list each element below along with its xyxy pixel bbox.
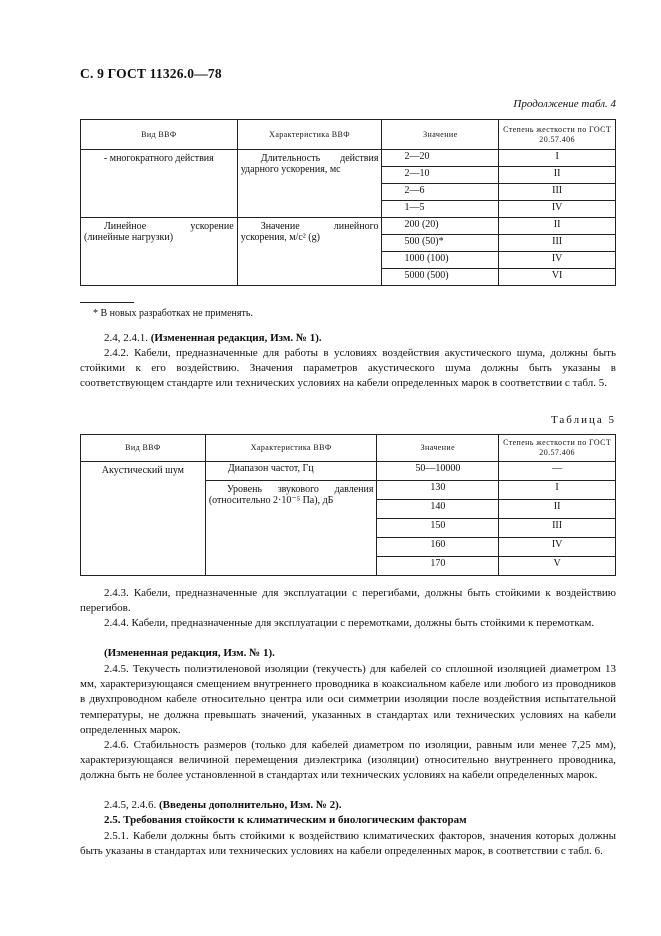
t5-header-kind: Вид ВВФ <box>81 435 206 462</box>
table-continuation-label: Продолжение табл. 4 <box>513 98 616 110</box>
t4-header-char: Характеристика ВВФ <box>237 120 382 150</box>
t4-g1-kind: - многократного действия <box>81 150 238 218</box>
paragraph-2-4-5: 2.4.5. Текучесть полиэтиленовой изоляции (текучесть) для кабелей со сплошной изоляцией диаметром 13 мм, характеризующаяся смещением внутреннего проводника в коаксиальном кабеле или любого из проводников в двухпроводном кабеле относительно центра или оси симметрии изоляции после воздействия испытательной температуры, не должна превышать значений, указанных в стандартах или технических условиях на кабели определенных марок. <box>80 663 616 736</box>
t5-cell: 130 <box>377 481 499 500</box>
p2456-note: (Введены дополнительно, Изм. № 2). <box>159 799 342 811</box>
paragraph-2-4-4-note: (Измененная редакция, Изм. № 1). <box>104 647 275 659</box>
t4-g2-kind: Линейное ускорение (линейные нагрузки) <box>81 218 238 286</box>
t4-cell: 5000 (500) <box>382 269 499 286</box>
t5-cell: 150 <box>377 519 499 538</box>
t4-cell: VI <box>499 269 616 286</box>
t4-cell: IV <box>499 201 616 218</box>
t5-cell: IV <box>499 538 616 557</box>
t5-cell: 140 <box>377 500 499 519</box>
t4-cell: III <box>499 235 616 252</box>
table-5 <box>80 434 616 576</box>
t4-cell: 2—20 <box>382 150 499 167</box>
t4-cell: 200 (20) <box>382 218 499 235</box>
t5-cell: V <box>499 557 616 576</box>
p241-number: 2.4, 2.4.1. <box>104 332 148 344</box>
table-5-caption: Таблица 5 <box>550 414 616 426</box>
t5-char1: Диапазон частот, Гц <box>205 462 377 481</box>
section-2-5-heading: 2.5. Требования стойкости к климатическим и биологическим факторам <box>104 814 467 826</box>
t4-cell: 1—5 <box>382 201 499 218</box>
t4-cell: 2—6 <box>382 184 499 201</box>
t5-cell: 170 <box>377 557 499 576</box>
t5-header-degree: Степень жесткости по ГОСТ 20.57.406 <box>499 435 616 462</box>
t4-cell: I <box>499 150 616 167</box>
paragraph-2-5-1: 2.5.1. Кабели должны быть стойкими к воздействию климатических факторов, значения которых должны быть указаны в стандартах или технических условиях на кабели определенных марок, в соответствии с табл. 6. <box>80 830 616 858</box>
t4-g2-char: Значение линейного ускорения, м/с² (g) <box>237 218 382 286</box>
t5-char2: Уровень звукового давления (относительно 2·10⁻⁵ Па), дБ <box>205 481 377 576</box>
t5-cell: II <box>499 500 616 519</box>
t4-cell: II <box>499 218 616 235</box>
paragraph-2-4-2: 2.4.2. Кабели, предназначенные для работы в условиях воздействия акустического шума, должны быть стойкими к его воздействию. Значения параметров акустического шума должны быть указаны в соответствующем стандарте или технических условиях на кабели определенных марок в соответствии с табл. 5. <box>80 347 616 390</box>
paragraph-2-4-6: 2.4.6. Стабильность размеров (только для кабелей диаметром по изоляции, равным или менее 7,25 мм), характеризующаяся величиной перемещения диэлектрика (изоляции) относительно внутреннего проводника, должна быть не более установленной в стандартах или технических условиях на кабели определенных марок. <box>80 739 616 782</box>
t4-g1-char: Длительность действия ударного ускорения, мс <box>237 150 382 218</box>
t5-cell: III <box>499 519 616 538</box>
t4-cell: 1000 (100) <box>382 252 499 269</box>
p241-note: (Измененная редакция, Изм. № 1). <box>150 332 322 344</box>
paragraph-2-4-4: 2.4.4. Кабели, предназначенные для эксплуатации с перемотками, должны быть стойкими к перемоткам. <box>104 617 595 629</box>
t5-cell: I <box>499 481 616 500</box>
table-4 <box>80 119 616 286</box>
t4-cell: III <box>499 184 616 201</box>
footnote: * В новых разработках не применять. <box>93 308 253 319</box>
t4-header-value: Значение <box>382 120 499 150</box>
t5-kind: Акустический шум <box>81 462 206 576</box>
t5-cell: 50—10000 <box>377 462 499 481</box>
p2456-number: 2.4.5, 2.4.6. <box>104 799 157 811</box>
paragraph-2-4-1 <box>80 331 616 346</box>
t5-cell: — <box>499 462 616 481</box>
t5-header-value: Значение <box>377 435 499 462</box>
page-header: С. 9 ГОСТ 11326.0—78 <box>80 66 222 81</box>
t4-cell: IV <box>499 252 616 269</box>
t4-header-kind: Вид ВВФ <box>81 120 238 150</box>
t4-cell: II <box>499 167 616 184</box>
t5-header-char: Характеристика ВВФ <box>205 435 377 462</box>
footnote-rule <box>80 302 134 303</box>
t5-cell: 160 <box>377 538 499 557</box>
t4-cell: 500 (50)* <box>382 235 499 252</box>
paragraph-2-4-3: 2.4.3. Кабели, предназначенные для эксплуатации с перегибами, должны быть стойкими к воздействию перегибов. <box>80 587 616 615</box>
t4-cell: 2—10 <box>382 167 499 184</box>
t4-header-degree: Степень жесткости по ГОСТ 20.57.406 <box>499 120 616 150</box>
paragraph-2-4-5-2-4-6 <box>104 798 604 813</box>
